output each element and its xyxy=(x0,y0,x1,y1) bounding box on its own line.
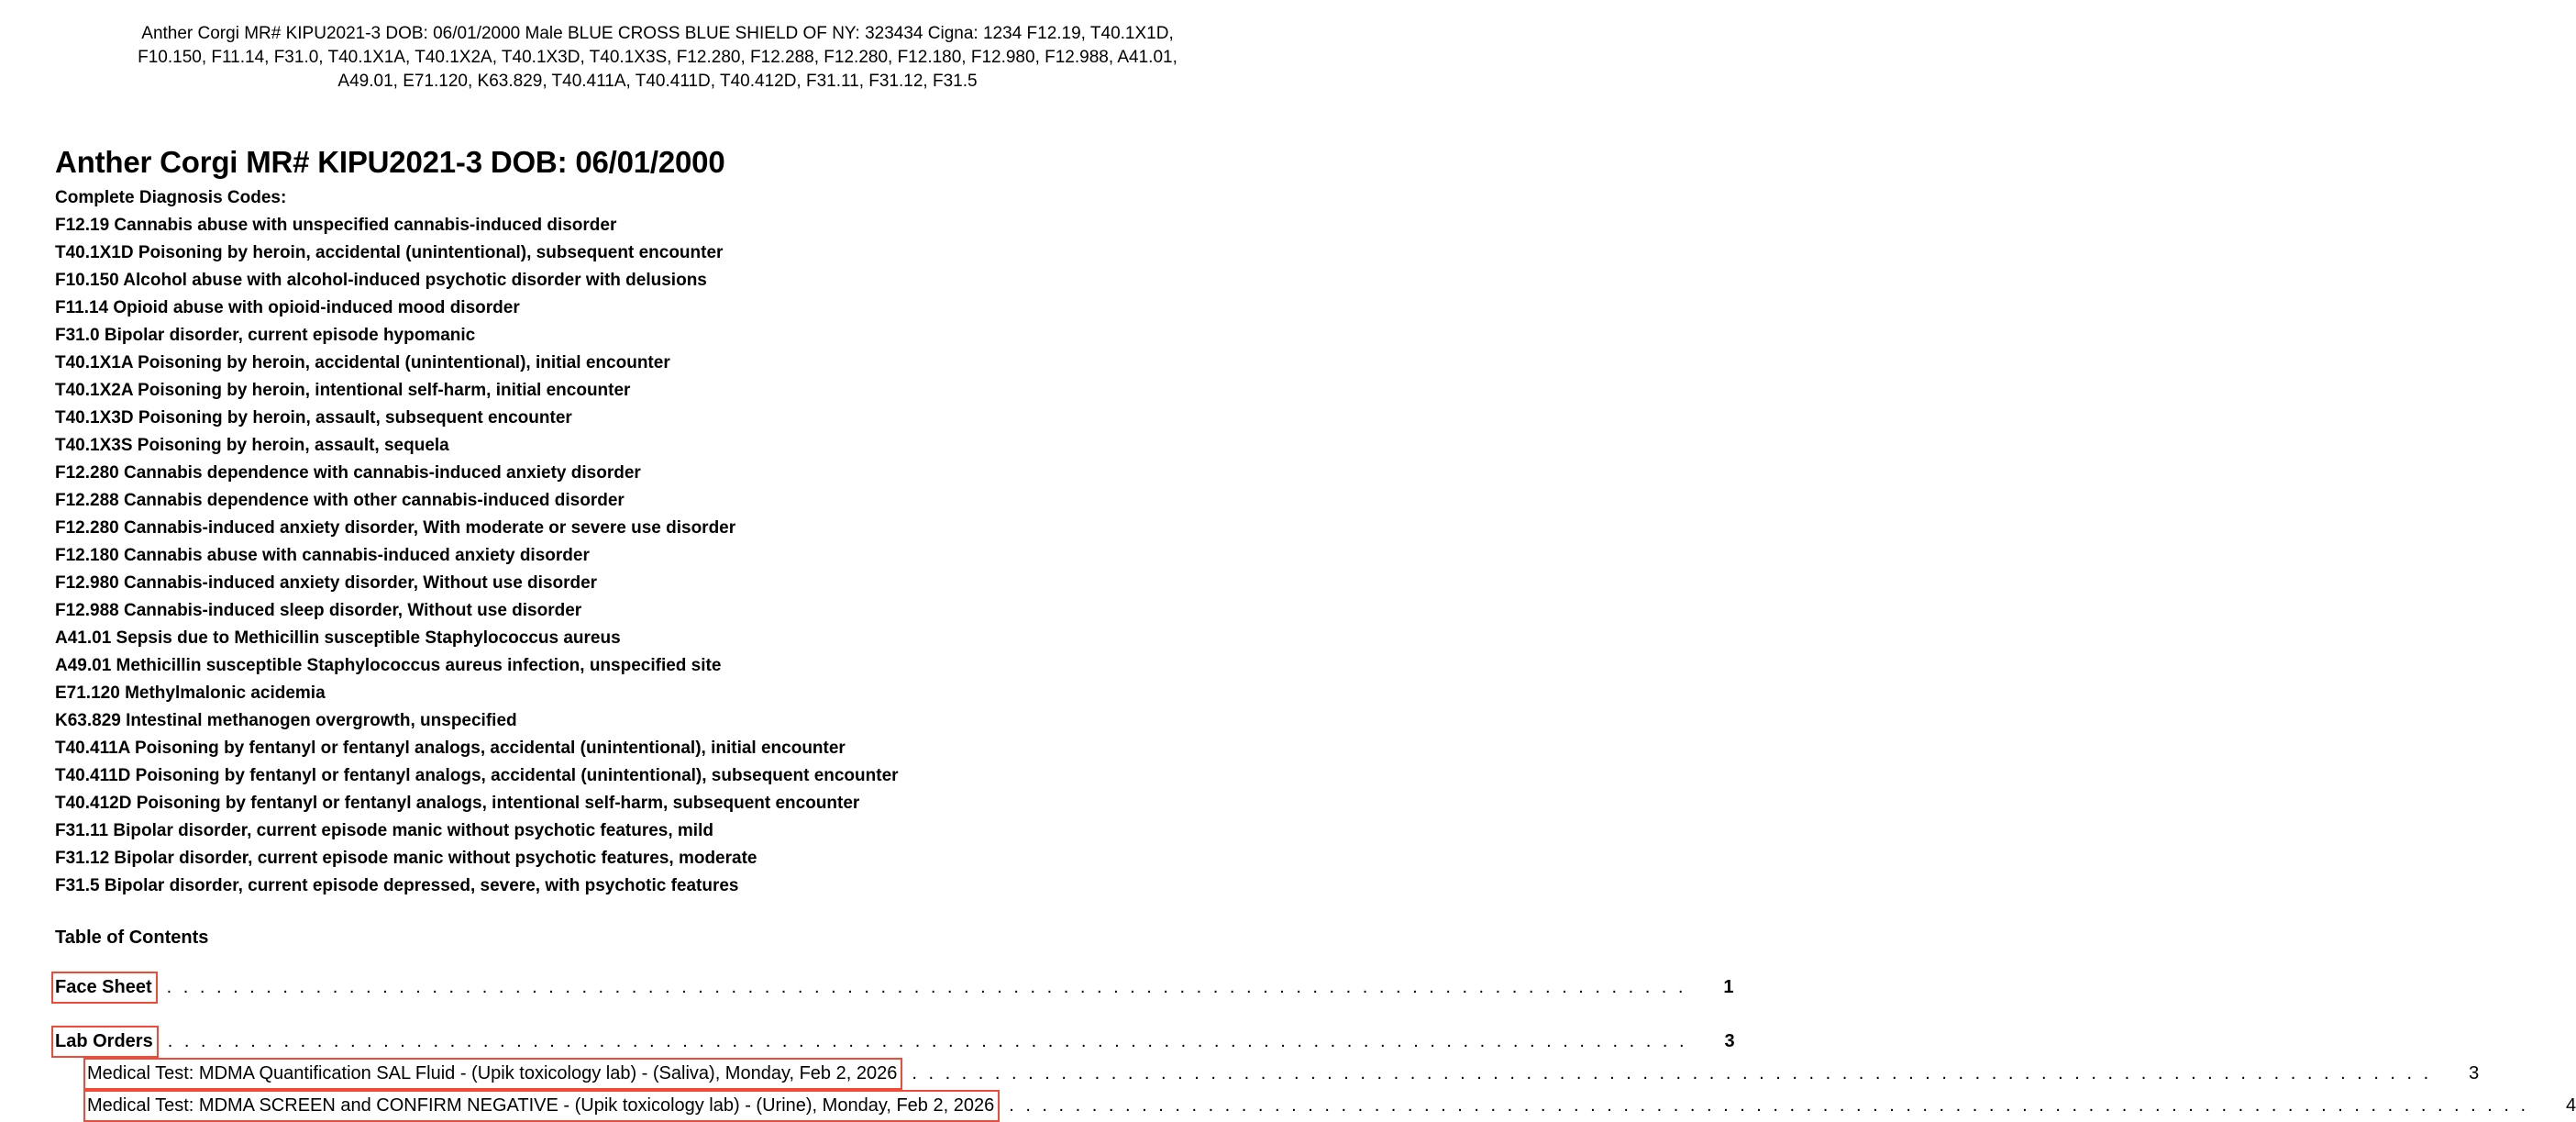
toc-page-number: 4 xyxy=(2565,1095,2576,1116)
toc-link-medical-test-mdma-screen[interactable]: Medical Test: MDMA SCREEN and CONFIRM NEGATIVE - (Upik toxicology lab) - (Urine), Monday, Feb 2, 2026 xyxy=(83,1090,1000,1122)
diagnosis-code-line: T40.1X3D Poisoning by heroin, assault, subsequent encounter xyxy=(55,408,572,428)
document-body xyxy=(0,145,2576,1122)
diagnosis-code-line: T40.1X1A Poisoning by heroin, accidental (unintentional), initial encounter xyxy=(55,353,670,372)
toc-entry-medical-test-mdma-screen xyxy=(55,1090,2576,1122)
diagnosis-code-line: E71.120 Methylmalonic acidemia xyxy=(55,683,326,703)
toc-page-number: 3 xyxy=(1724,1031,1735,1051)
diagnosis-code-line: T40.411A Poisoning by fentanyl or fentanyl analogs, accidental (unintentional), initial encounter xyxy=(55,739,846,758)
toc-heading: Table of Contents xyxy=(55,928,209,948)
dot-leader xyxy=(167,973,1685,1001)
diagnosis-code-line: K63.829 Intestinal methanogen overgrowth, unspecified xyxy=(55,711,517,730)
dot-leader xyxy=(1009,1092,2526,1119)
diagnosis-code-line: F12.280 Cannabis-induced anxiety disorder, With moderate or severe use disorder xyxy=(55,518,736,538)
diagnosis-code-line: T40.412D Poisoning by fentanyl or fentanyl analogs, intentional self-harm, subsequent encounter xyxy=(55,794,860,813)
header-line: A49.01, E71.120, K63.829, T40.411A, T40.411D, T40.412D, F31.11, F31.12, F31.5 xyxy=(337,72,978,91)
diagnosis-code-line: F31.5 Bipolar disorder, current episode depressed, severe, with psychotic features xyxy=(55,876,739,895)
dot-leader xyxy=(912,1060,2429,1087)
dot-leader xyxy=(168,1028,1686,1055)
diagnosis-code-line: T40.1X3S Poisoning by heroin, assault, sequela xyxy=(55,436,449,455)
toc-entry-medical-test-mdma-quantification xyxy=(55,1058,2480,1090)
header-line: Anther Corgi MR# KIPU2021-3 DOB: 06/01/2000 Male BLUE CROSS BLUE SHIELD OF NY: 323434 Cigna: 1234 F12.19, T40.1X1D, xyxy=(141,24,1174,43)
diagnosis-code-line: F12.288 Cannabis dependence with other cannabis-induced disorder xyxy=(55,491,625,510)
diagnosis-code-line: F31.12 Bipolar disorder, current episode manic without psychotic features, moderate xyxy=(55,849,757,868)
toc-entry-lab-orders xyxy=(55,1026,1735,1058)
diagnosis-code-line: T40.411D Poisoning by fentanyl or fentanyl analogs, accidental (unintentional), subsequent encounter xyxy=(55,766,899,785)
diagnosis-code-line: F12.988 Cannabis-induced sleep disorder, Without use disorder xyxy=(55,601,582,620)
toc-link-lab-orders[interactable]: Lab Orders xyxy=(51,1026,159,1058)
diagnosis-code-list xyxy=(55,212,1288,900)
toc-link-face-sheet[interactable]: Face Sheet xyxy=(51,972,158,1004)
patient-title: Anther Corgi MR# KIPU2021-3 DOB: 06/01/2000 xyxy=(55,145,725,179)
diagnosis-code-line: A41.01 Sepsis due to Methicillin susceptible Staphylococcus aureus xyxy=(55,628,621,648)
diagnosis-code-line: F12.19 Cannabis abuse with unspecified cannabis-induced disorder xyxy=(55,216,617,235)
document-header xyxy=(0,0,1315,94)
diagnosis-code-line: F31.11 Bipolar disorder, current episode manic without psychotic features, mild xyxy=(55,821,713,840)
toc-entry-face-sheet xyxy=(55,972,1734,1004)
toc-page-number: 1 xyxy=(1723,977,1734,997)
diagnosis-code-line: F12.280 Cannabis dependence with cannabis-induced anxiety disorder xyxy=(55,463,641,483)
diagnosis-code-line: T40.1X2A Poisoning by heroin, intentional self-harm, initial encounter xyxy=(55,381,631,400)
diagnosis-code-line: A49.01 Methicillin susceptible Staphylococcus aureus infection, unspecified site xyxy=(55,656,722,675)
toc-page-number: 3 xyxy=(2469,1063,2480,1083)
diagnosis-heading: Complete Diagnosis Codes: xyxy=(55,188,287,207)
diagnosis-code-line: T40.1X1D Poisoning by heroin, accidental (unintentional), subsequent encounter xyxy=(55,243,724,262)
toc-link-medical-test-mdma-quantification[interactable]: Medical Test: MDMA Quantification SAL Fluid - (Upik toxicology lab) - (Saliva), Monday, Feb 2, 2026 xyxy=(83,1058,902,1090)
diagnosis-code-line: F10.150 Alcohol abuse with alcohol-induced psychotic disorder with delusions xyxy=(55,271,707,290)
diagnosis-code-line: F31.0 Bipolar disorder, current episode hypomanic xyxy=(55,326,476,345)
header-line: F10.150, F11.14, F31.0, T40.1X1A, T40.1X2A, T40.1X3D, T40.1X3S, F12.280, F12.288, F12.280, F12.180, F12.980, F12.988, A41.01, xyxy=(138,48,1177,67)
diagnosis-code-line: F12.980 Cannabis-induced anxiety disorder, Without use disorder xyxy=(55,573,598,593)
diagnosis-code-line: F12.180 Cannabis abuse with cannabis-induced anxiety disorder xyxy=(55,546,590,565)
diagnosis-code-line: F11.14 Opioid abuse with opioid-induced mood disorder xyxy=(55,298,520,317)
